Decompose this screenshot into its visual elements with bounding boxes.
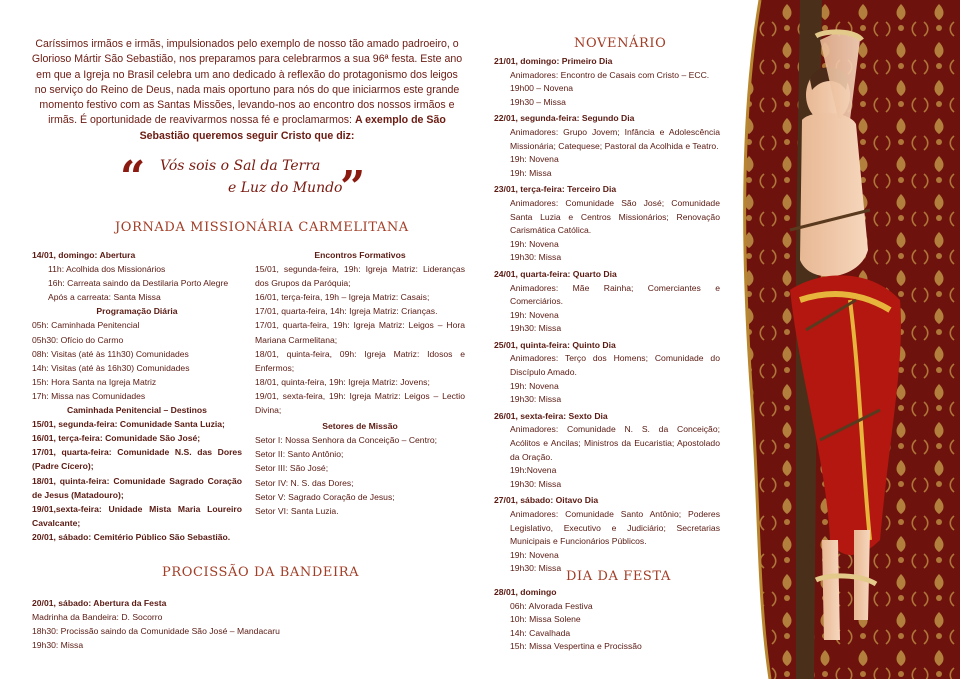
novena-day — [494, 268, 720, 336]
programacao-item: 05h: Caminhada Penitencial — [32, 320, 140, 331]
novena-day — [494, 112, 720, 180]
programacao-item: 05h30: Ofício do Carmo — [32, 334, 124, 345]
abertura-item: 11h: Acolhida dos Missionários — [48, 264, 166, 275]
novena-time: 19h: Novena — [510, 380, 559, 391]
novenario-title: NOVENÁRIO — [574, 36, 667, 51]
procissao-item: 19h30: Missa — [32, 640, 84, 651]
encontro-item: 18/01, quinta-feira, 09h: Igreja Matriz: Idosos e Enfermos; — [255, 348, 465, 373]
novena-day — [494, 494, 720, 576]
novena-day-heading: 25/01, quinta-feira: Quinto Dia — [494, 339, 616, 350]
setor-item: Setor VI: Santa Luzia. — [255, 505, 339, 516]
setor-item: Setor IV: N. S. das Dores; — [255, 477, 354, 488]
caminhada-heading: Caminhada Penitencial – Destinos — [67, 405, 207, 416]
jornada-title: JORNADA MISSIONÁRIA CARMELITANA — [115, 220, 409, 235]
novena-time: 19h:Novena — [510, 465, 557, 476]
novena-day-animadores: Animadores: Comunidade São José; Comunidade Santa Luzia e Centros Missionários; Renovação Carismática Católica. — [510, 197, 720, 236]
programacao-item: 08h: Visitas (até às 11h30) Comunidades — [32, 348, 189, 359]
intro-bold-text: A exemplo de São Sebastião queremos seguir Cristo que diz: — [139, 114, 446, 142]
caminhada-item: 17/01, quarta-feira: Comunidade N.S. das Dores (Padre Cícero); — [32, 447, 242, 472]
novena-time: 19h: Novena — [510, 549, 559, 560]
novena-day-heading: 23/01, terça-feira: Terceiro Dia — [494, 184, 617, 195]
novena-time: 19h30 – Missa — [510, 96, 566, 107]
programacao-item: 14h: Visitas (até às 16h30) Comunidades — [32, 362, 190, 373]
novena-day-animadores: Animadores: Grupo Jovem; Infância e Adolescência Missionária; Catequese; Pastoral da Acolhida e Teatro. — [510, 126, 720, 151]
novena-day — [494, 410, 720, 492]
procissao-item: 18h30: Procissão saindo da Comunidade São José – Mandacaru — [32, 626, 280, 637]
festa-item: 15h: Missa Vespertina e Procissão — [510, 641, 642, 652]
novena-time: 19h30: Missa — [510, 252, 562, 263]
novena-day — [494, 339, 720, 407]
festa-item: 06h: Alvorada Festiva — [510, 600, 593, 611]
novenario-block — [494, 55, 720, 576]
novena-day-heading: 26/01, sexta-feira: Sexto Dia — [494, 410, 608, 421]
novena-day-heading: 22/01, segunda-feira: Segundo Dia — [494, 113, 635, 124]
novena-day-animadores: Animadores: Encontro de Casais com Cristo – ECC. — [510, 69, 710, 80]
novena-day — [494, 55, 720, 109]
caminhada-item: 20/01, sábado: Cemitério Público São Sebastião. — [32, 531, 231, 542]
encontro-item: 18/01, quinta-feira, 19h: Igreja Matriz: Jovens; — [255, 376, 430, 387]
encontro-item: 17/01, quarta-feira, 19h: Igreja Matriz: Leigos – Hora Mariana Carmelitana; — [255, 320, 465, 345]
procissao-block — [32, 596, 332, 652]
jornada-right-column — [255, 248, 465, 518]
intro-text: Caríssimos irmãos e irmãs, impulsionados pelo exemplo de nosso tão amado padroeiro, o Glorioso Mártir São Sebastião, nos preparamos para celebrarmos a sua 96ª festa. Este ano em que a Igreja no Brasil celebra um ano dedicado à reflexão do protagonismo dos leigos no serviço do Reino de Deus, nada mais oportuno para nós do que iniciarmos este grande momento festivo com as Santas Missões, levando-nos ao encontro dos nossos irmãos e irmãs. É oportunidade de reavivarmos nossa fé e proclamarmos: — [31, 38, 463, 127]
novena-time: 19h: Missa — [510, 167, 552, 178]
novena-day — [494, 183, 720, 265]
festa-block — [494, 586, 720, 654]
novena-day-heading: 21/01, domingo: Primeiro Dia — [494, 56, 613, 66]
setores-heading: Setores de Missão — [322, 421, 398, 432]
procissao-item: Madrinha da Bandeira: D. Socorro — [32, 612, 163, 623]
programacao-item: 17h: Missa nas Comunidades — [32, 390, 146, 401]
encontro-item: 17/01, quarta-feira, 14h: Igreja Matriz: Crianças. — [255, 306, 438, 317]
caminhada-item: 16/01, terça-feira: Comunidade São José; — [32, 433, 201, 444]
novena-day-animadores: Animadores: Terço dos Homens; Comunidade do Discípulo Amado. — [510, 353, 720, 378]
novena-day-animadores: Animadores: Comunidade N. S. da Conceição; Acólitos e Ancilas; Ministros da Eucaristia; Apostolado da Oração. — [510, 424, 720, 462]
encontro-item: 15/01, segunda-feira, 19h: Igreja Matriz: Lideranças dos Grupos da Paróquia; — [255, 264, 465, 289]
setor-item: Setor III: São José; — [255, 463, 329, 474]
encontro-item: 16/01, terça-feira, 19h – Igreja Matriz: Casais; — [255, 292, 430, 303]
novena-day-heading: 27/01, sábado: Oitavo Dia — [494, 495, 599, 506]
novena-day-heading: 24/01, quarta-feira: Quarto Dia — [494, 268, 617, 279]
intro-paragraph — [30, 37, 464, 144]
novena-time: 19h: Novena — [510, 238, 559, 249]
novena-time: 19h: Novena — [510, 154, 559, 165]
festa-heading: 28/01, domingo — [494, 587, 557, 597]
setor-item: Setor I: Nossa Senhora da Conceição – Centro; — [255, 435, 438, 446]
novena-time: 19h30: Missa — [510, 323, 562, 334]
programacao-item: 15h: Hora Santa na Igreja Matriz — [32, 376, 157, 387]
festa-item: 10h: Missa Solene — [510, 614, 581, 625]
abertura-item: 16h: Carreata saindo da Destilaria Porto Alegre — [48, 278, 229, 289]
festa-item: 14h: Cavalhada — [510, 627, 571, 638]
festa-title: DIA DA FESTA — [566, 569, 671, 584]
novena-time: 19h30: Missa — [510, 394, 562, 405]
novena-day-animadores: Animadores: Comunidade Santo Antônio; Poderes Legislativo, Executivo e Judiciário; Secretarias Municipais e Funcionários Públicos. — [510, 509, 720, 547]
setor-item: Setor V: Sagrado Coração de Jesus; — [255, 491, 395, 502]
novena-time: 19h00 – Novena — [510, 83, 574, 94]
programacao-heading: Programação Diária — [96, 306, 178, 317]
saint-artwork — [730, 0, 960, 679]
quote-block — [120, 150, 380, 213]
novena-time: 19h30: Missa — [510, 563, 562, 574]
abertura-heading: 14/01, domingo: Abertura — [32, 250, 136, 260]
quote-line-1: Vós sois o Sal da Terra — [160, 158, 321, 174]
encontro-item: 19/01, sexta-feira, 19h: Igreja Matriz: Leigos – Lectio Divina; — [255, 390, 465, 416]
quote-line-2: e Luz do Mundo — [228, 180, 343, 196]
novena-time: 19h: Novena — [510, 309, 559, 320]
jornada-left-column — [32, 248, 242, 544]
novena-time: 19h30: Missa — [510, 478, 562, 489]
procissao-title: PROCISSÃO DA BANDEIRA — [162, 565, 360, 580]
open-quote-mark: “ — [120, 152, 146, 203]
procissao-heading: 20/01, sábado: Abertura da Festa — [32, 598, 167, 608]
novena-day-animadores: Animadores: Mãe Rainha; Comerciantes e Comerciários. — [510, 282, 720, 307]
caminhada-item: 15/01, segunda-feira: Comunidade Santa Luzia; — [32, 419, 225, 430]
encontros-heading: Encontros Formativos — [314, 250, 406, 260]
close-quote-mark: ” — [340, 162, 366, 213]
caminhada-item: 19/01,sexta-feira: Unidade Mista Maria Loureiro Cavalcante; — [32, 503, 242, 528]
setor-item: Setor II: Santo Antônio; — [255, 449, 344, 460]
abertura-item: Após a carreata: Santa Missa — [48, 292, 161, 303]
saint-sebastian-illustration — [730, 0, 960, 679]
caminhada-item: 18/01, quinta-feira: Comunidade Sagrado Coração de Jesus (Matadouro); — [32, 475, 242, 500]
